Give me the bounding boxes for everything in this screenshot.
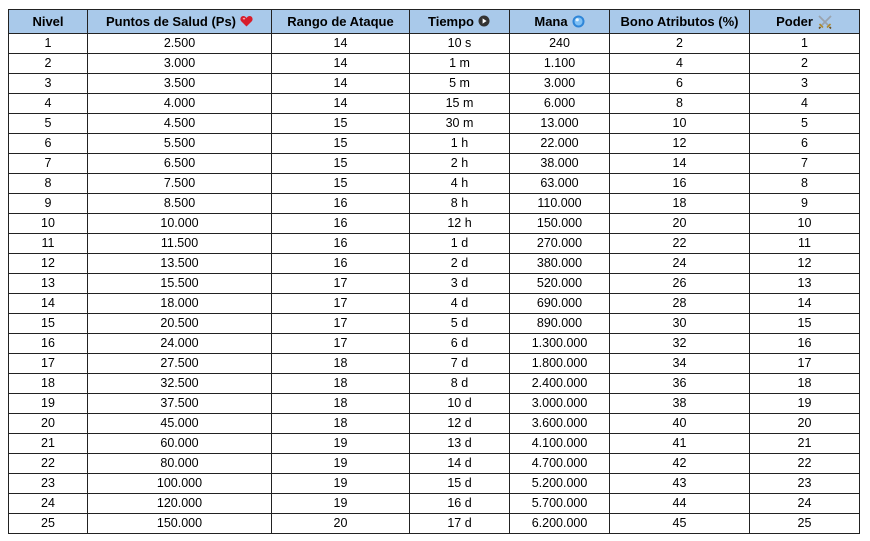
table-row [9, 134, 860, 154]
cell-mana: 1.300.000 [510, 334, 610, 354]
table-row [9, 94, 860, 114]
cell-nivel: 8 [9, 174, 88, 194]
cell-nivel: 1 [9, 34, 88, 54]
table-row [9, 434, 860, 454]
cell-tiempo: 1 d [410, 234, 510, 254]
table-row [9, 414, 860, 434]
cell-puntos-de-salud: 32.500 [88, 374, 272, 394]
cell-tiempo: 17 d [410, 514, 510, 534]
cell-nivel: 9 [9, 194, 88, 214]
cell-tiempo: 5 d [410, 314, 510, 334]
cell-mana: 6.000 [510, 94, 610, 114]
cell-mana: 4.100.000 [510, 434, 610, 454]
cell-mana: 3.600.000 [510, 414, 610, 434]
crossed-swords-icon [817, 15, 833, 29]
cell-nivel: 14 [9, 294, 88, 314]
cell-mana: 890.000 [510, 314, 610, 334]
cell-puntos-de-salud: 45.000 [88, 414, 272, 434]
cell-poder: 15 [750, 314, 860, 334]
cell-mana: 4.700.000 [510, 454, 610, 474]
header-mana-label: Mana [534, 14, 568, 29]
cell-tiempo: 6 d [410, 334, 510, 354]
table-row [9, 374, 860, 394]
cell-tiempo: 5 m [410, 74, 510, 94]
table-row [9, 74, 860, 94]
cell-tiempo: 1 h [410, 134, 510, 154]
cell-bono-atributos: 6 [610, 74, 750, 94]
cell-mana: 690.000 [510, 294, 610, 314]
cell-mana: 1.800.000 [510, 354, 610, 374]
cell-bono-atributos: 24 [610, 254, 750, 274]
cell-puntos-de-salud: 60.000 [88, 434, 272, 454]
cell-poder: 3 [750, 74, 860, 94]
cell-puntos-de-salud: 6.500 [88, 154, 272, 174]
cell-tiempo: 14 d [410, 454, 510, 474]
cell-poder: 21 [750, 434, 860, 454]
cell-bono-atributos: 34 [610, 354, 750, 374]
table-row [9, 334, 860, 354]
cell-poder: 10 [750, 214, 860, 234]
cell-nivel: 13 [9, 274, 88, 294]
cell-bono-atributos: 14 [610, 154, 750, 174]
cell-mana: 2.400.000 [510, 374, 610, 394]
cell-puntos-de-salud: 27.500 [88, 354, 272, 374]
cell-poder: 9 [750, 194, 860, 214]
cell-bono-atributos: 45 [610, 514, 750, 534]
cell-tiempo: 16 d [410, 494, 510, 514]
cell-poder: 22 [750, 454, 860, 474]
cell-puntos-de-salud: 100.000 [88, 474, 272, 494]
cell-rango-de-ataque: 19 [272, 434, 410, 454]
cell-rango-de-ataque: 18 [272, 414, 410, 434]
cell-bono-atributos: 22 [610, 234, 750, 254]
cell-bono-atributos: 38 [610, 394, 750, 414]
cell-nivel: 4 [9, 94, 88, 114]
cell-puntos-de-salud: 18.000 [88, 294, 272, 314]
cell-poder: 20 [750, 414, 860, 434]
cell-puntos-de-salud: 20.500 [88, 314, 272, 334]
cell-rango-de-ataque: 18 [272, 374, 410, 394]
cell-puntos-de-salud: 8.500 [88, 194, 272, 214]
cell-poder: 23 [750, 474, 860, 494]
cell-puntos-de-salud: 120.000 [88, 494, 272, 514]
cell-puntos-de-salud: 24.000 [88, 334, 272, 354]
cell-bono-atributos: 41 [610, 434, 750, 454]
cell-rango-de-ataque: 15 [272, 154, 410, 174]
cell-mana: 380.000 [510, 254, 610, 274]
cell-puntos-de-salud: 13.500 [88, 254, 272, 274]
table-row [9, 174, 860, 194]
cell-bono-atributos: 43 [610, 474, 750, 494]
cell-poder: 19 [750, 394, 860, 414]
cell-mana: 63.000 [510, 174, 610, 194]
cell-poder: 24 [750, 494, 860, 514]
cell-rango-de-ataque: 16 [272, 194, 410, 214]
cell-puntos-de-salud: 7.500 [88, 174, 272, 194]
cell-rango-de-ataque: 18 [272, 354, 410, 374]
header-bono-atributos [610, 10, 750, 34]
level-table-body [9, 34, 860, 534]
cell-mana: 5.700.000 [510, 494, 610, 514]
table-row [9, 154, 860, 174]
cell-poder: 13 [750, 274, 860, 294]
cell-puntos-de-salud: 15.500 [88, 274, 272, 294]
cell-rango-de-ataque: 15 [272, 174, 410, 194]
cell-poder: 12 [750, 254, 860, 274]
cell-puntos-de-salud: 80.000 [88, 454, 272, 474]
cell-poder: 18 [750, 374, 860, 394]
cell-poder: 4 [750, 94, 860, 114]
cell-tiempo: 8 h [410, 194, 510, 214]
cell-poder: 7 [750, 154, 860, 174]
cell-rango-de-ataque: 19 [272, 494, 410, 514]
header-nivel [9, 10, 88, 34]
cell-bono-atributos: 28 [610, 294, 750, 314]
cell-puntos-de-salud: 4.500 [88, 114, 272, 134]
cell-puntos-de-salud: 5.500 [88, 134, 272, 154]
cell-bono-atributos: 2 [610, 34, 750, 54]
cell-nivel: 10 [9, 214, 88, 234]
cell-mana: 3.000.000 [510, 394, 610, 414]
cell-nivel: 7 [9, 154, 88, 174]
header-poder [750, 10, 860, 34]
cell-tiempo: 12 d [410, 414, 510, 434]
cell-mana: 150.000 [510, 214, 610, 234]
cell-puntos-de-salud: 4.000 [88, 94, 272, 114]
cell-nivel: 3 [9, 74, 88, 94]
header-poder-label: Poder [776, 14, 813, 29]
cell-mana: 240 [510, 34, 610, 54]
cell-rango-de-ataque: 16 [272, 234, 410, 254]
cell-bono-atributos: 18 [610, 194, 750, 214]
table-row [9, 214, 860, 234]
heart-icon [240, 15, 253, 28]
cell-rango-de-ataque: 14 [272, 94, 410, 114]
cell-bono-atributos: 44 [610, 494, 750, 514]
cell-tiempo: 2 d [410, 254, 510, 274]
cell-bono-atributos: 10 [610, 114, 750, 134]
cell-poder: 17 [750, 354, 860, 374]
cell-poder: 25 [750, 514, 860, 534]
cell-mana: 3.000 [510, 74, 610, 94]
cell-mana: 520.000 [510, 274, 610, 294]
cell-nivel: 2 [9, 54, 88, 74]
cell-mana: 270.000 [510, 234, 610, 254]
cell-tiempo: 10 s [410, 34, 510, 54]
cell-bono-atributos: 36 [610, 374, 750, 394]
cell-rango-de-ataque: 16 [272, 214, 410, 234]
cell-bono-atributos: 16 [610, 174, 750, 194]
cell-puntos-de-salud: 37.500 [88, 394, 272, 414]
cell-rango-de-ataque: 15 [272, 114, 410, 134]
table-row [9, 254, 860, 274]
cell-poder: 6 [750, 134, 860, 154]
cell-nivel: 16 [9, 334, 88, 354]
cell-puntos-de-salud: 150.000 [88, 514, 272, 534]
cell-nivel: 18 [9, 374, 88, 394]
cell-nivel: 24 [9, 494, 88, 514]
cell-rango-de-ataque: 17 [272, 334, 410, 354]
cell-bono-atributos: 30 [610, 314, 750, 334]
cell-rango-de-ataque: 17 [272, 274, 410, 294]
cell-nivel: 12 [9, 254, 88, 274]
cell-poder: 11 [750, 234, 860, 254]
cell-tiempo: 1 m [410, 54, 510, 74]
header-tiempo [410, 10, 510, 34]
cell-puntos-de-salud: 3.500 [88, 74, 272, 94]
level-table-container [8, 9, 860, 534]
header-tiempo-label: Tiempo [428, 14, 474, 29]
cell-nivel: 25 [9, 514, 88, 534]
cell-tiempo: 8 d [410, 374, 510, 394]
cell-mana: 38.000 [510, 154, 610, 174]
cell-rango-de-ataque: 16 [272, 254, 410, 274]
cell-rango-de-ataque: 14 [272, 74, 410, 94]
cell-rango-de-ataque: 19 [272, 474, 410, 494]
cell-nivel: 19 [9, 394, 88, 414]
header-nivel-label: Nivel [32, 14, 64, 29]
cell-bono-atributos: 20 [610, 214, 750, 234]
clock-play-icon [478, 15, 491, 28]
cell-nivel: 5 [9, 114, 88, 134]
cell-rango-de-ataque: 14 [272, 54, 410, 74]
cell-mana: 1.100 [510, 54, 610, 74]
header-puntos-de-salud-label: Puntos de Salud (Ps) [105, 14, 236, 29]
level-stats-table [8, 9, 860, 534]
table-row [9, 394, 860, 414]
cell-rango-de-ataque: 18 [272, 394, 410, 414]
cell-tiempo: 13 d [410, 434, 510, 454]
cell-tiempo: 12 h [410, 214, 510, 234]
cell-mana: 22.000 [510, 134, 610, 154]
cell-poder: 14 [750, 294, 860, 314]
table-row [9, 114, 860, 134]
cell-tiempo: 2 h [410, 154, 510, 174]
cell-nivel: 6 [9, 134, 88, 154]
cell-nivel: 22 [9, 454, 88, 474]
cell-rango-de-ataque: 17 [272, 294, 410, 314]
cell-bono-atributos: 32 [610, 334, 750, 354]
cell-bono-atributos: 42 [610, 454, 750, 474]
cell-puntos-de-salud: 11.500 [88, 234, 272, 254]
cell-rango-de-ataque: 15 [272, 134, 410, 154]
cell-nivel: 21 [9, 434, 88, 454]
header-row [9, 10, 860, 34]
cell-bono-atributos: 4 [610, 54, 750, 74]
table-row [9, 474, 860, 494]
cell-tiempo: 15 m [410, 94, 510, 114]
cell-bono-atributos: 40 [610, 414, 750, 434]
header-bono-atributos-label: Bono Atributos (%) [620, 14, 739, 29]
cell-nivel: 17 [9, 354, 88, 374]
cell-puntos-de-salud: 3.000 [88, 54, 272, 74]
cell-tiempo: 3 d [410, 274, 510, 294]
cell-bono-atributos: 12 [610, 134, 750, 154]
cell-nivel: 11 [9, 234, 88, 254]
cell-rango-de-ataque: 17 [272, 314, 410, 334]
cell-nivel: 15 [9, 314, 88, 334]
cell-tiempo: 15 d [410, 474, 510, 494]
table-row [9, 274, 860, 294]
table-row [9, 34, 860, 54]
cell-tiempo: 4 h [410, 174, 510, 194]
table-row [9, 194, 860, 214]
cell-mana: 110.000 [510, 194, 610, 214]
cell-rango-de-ataque: 19 [272, 454, 410, 474]
table-row [9, 294, 860, 314]
cell-tiempo: 10 d [410, 394, 510, 414]
header-puntos-de-salud [88, 10, 272, 34]
table-row [9, 514, 860, 534]
cell-tiempo: 30 m [410, 114, 510, 134]
blue-orb-icon [572, 15, 585, 28]
header-mana [510, 10, 610, 34]
cell-rango-de-ataque: 14 [272, 34, 410, 54]
cell-bono-atributos: 8 [610, 94, 750, 114]
table-row [9, 234, 860, 254]
cell-poder: 5 [750, 114, 860, 134]
cell-poder: 1 [750, 34, 860, 54]
cell-tiempo: 7 d [410, 354, 510, 374]
cell-puntos-de-salud: 10.000 [88, 214, 272, 234]
cell-tiempo: 4 d [410, 294, 510, 314]
cell-puntos-de-salud: 2.500 [88, 34, 272, 54]
table-row [9, 454, 860, 474]
header-rango-de-ataque-label: Rango de Ataque [287, 14, 394, 29]
cell-poder: 16 [750, 334, 860, 354]
table-row [9, 354, 860, 374]
cell-bono-atributos: 26 [610, 274, 750, 294]
table-row [9, 314, 860, 334]
table-row [9, 494, 860, 514]
cell-poder: 8 [750, 174, 860, 194]
cell-mana: 6.200.000 [510, 514, 610, 534]
cell-rango-de-ataque: 20 [272, 514, 410, 534]
table-row [9, 54, 860, 74]
cell-nivel: 23 [9, 474, 88, 494]
cell-mana: 5.200.000 [510, 474, 610, 494]
header-rango-de-ataque [272, 10, 410, 34]
cell-poder: 2 [750, 54, 860, 74]
cell-nivel: 20 [9, 414, 88, 434]
cell-mana: 13.000 [510, 114, 610, 134]
